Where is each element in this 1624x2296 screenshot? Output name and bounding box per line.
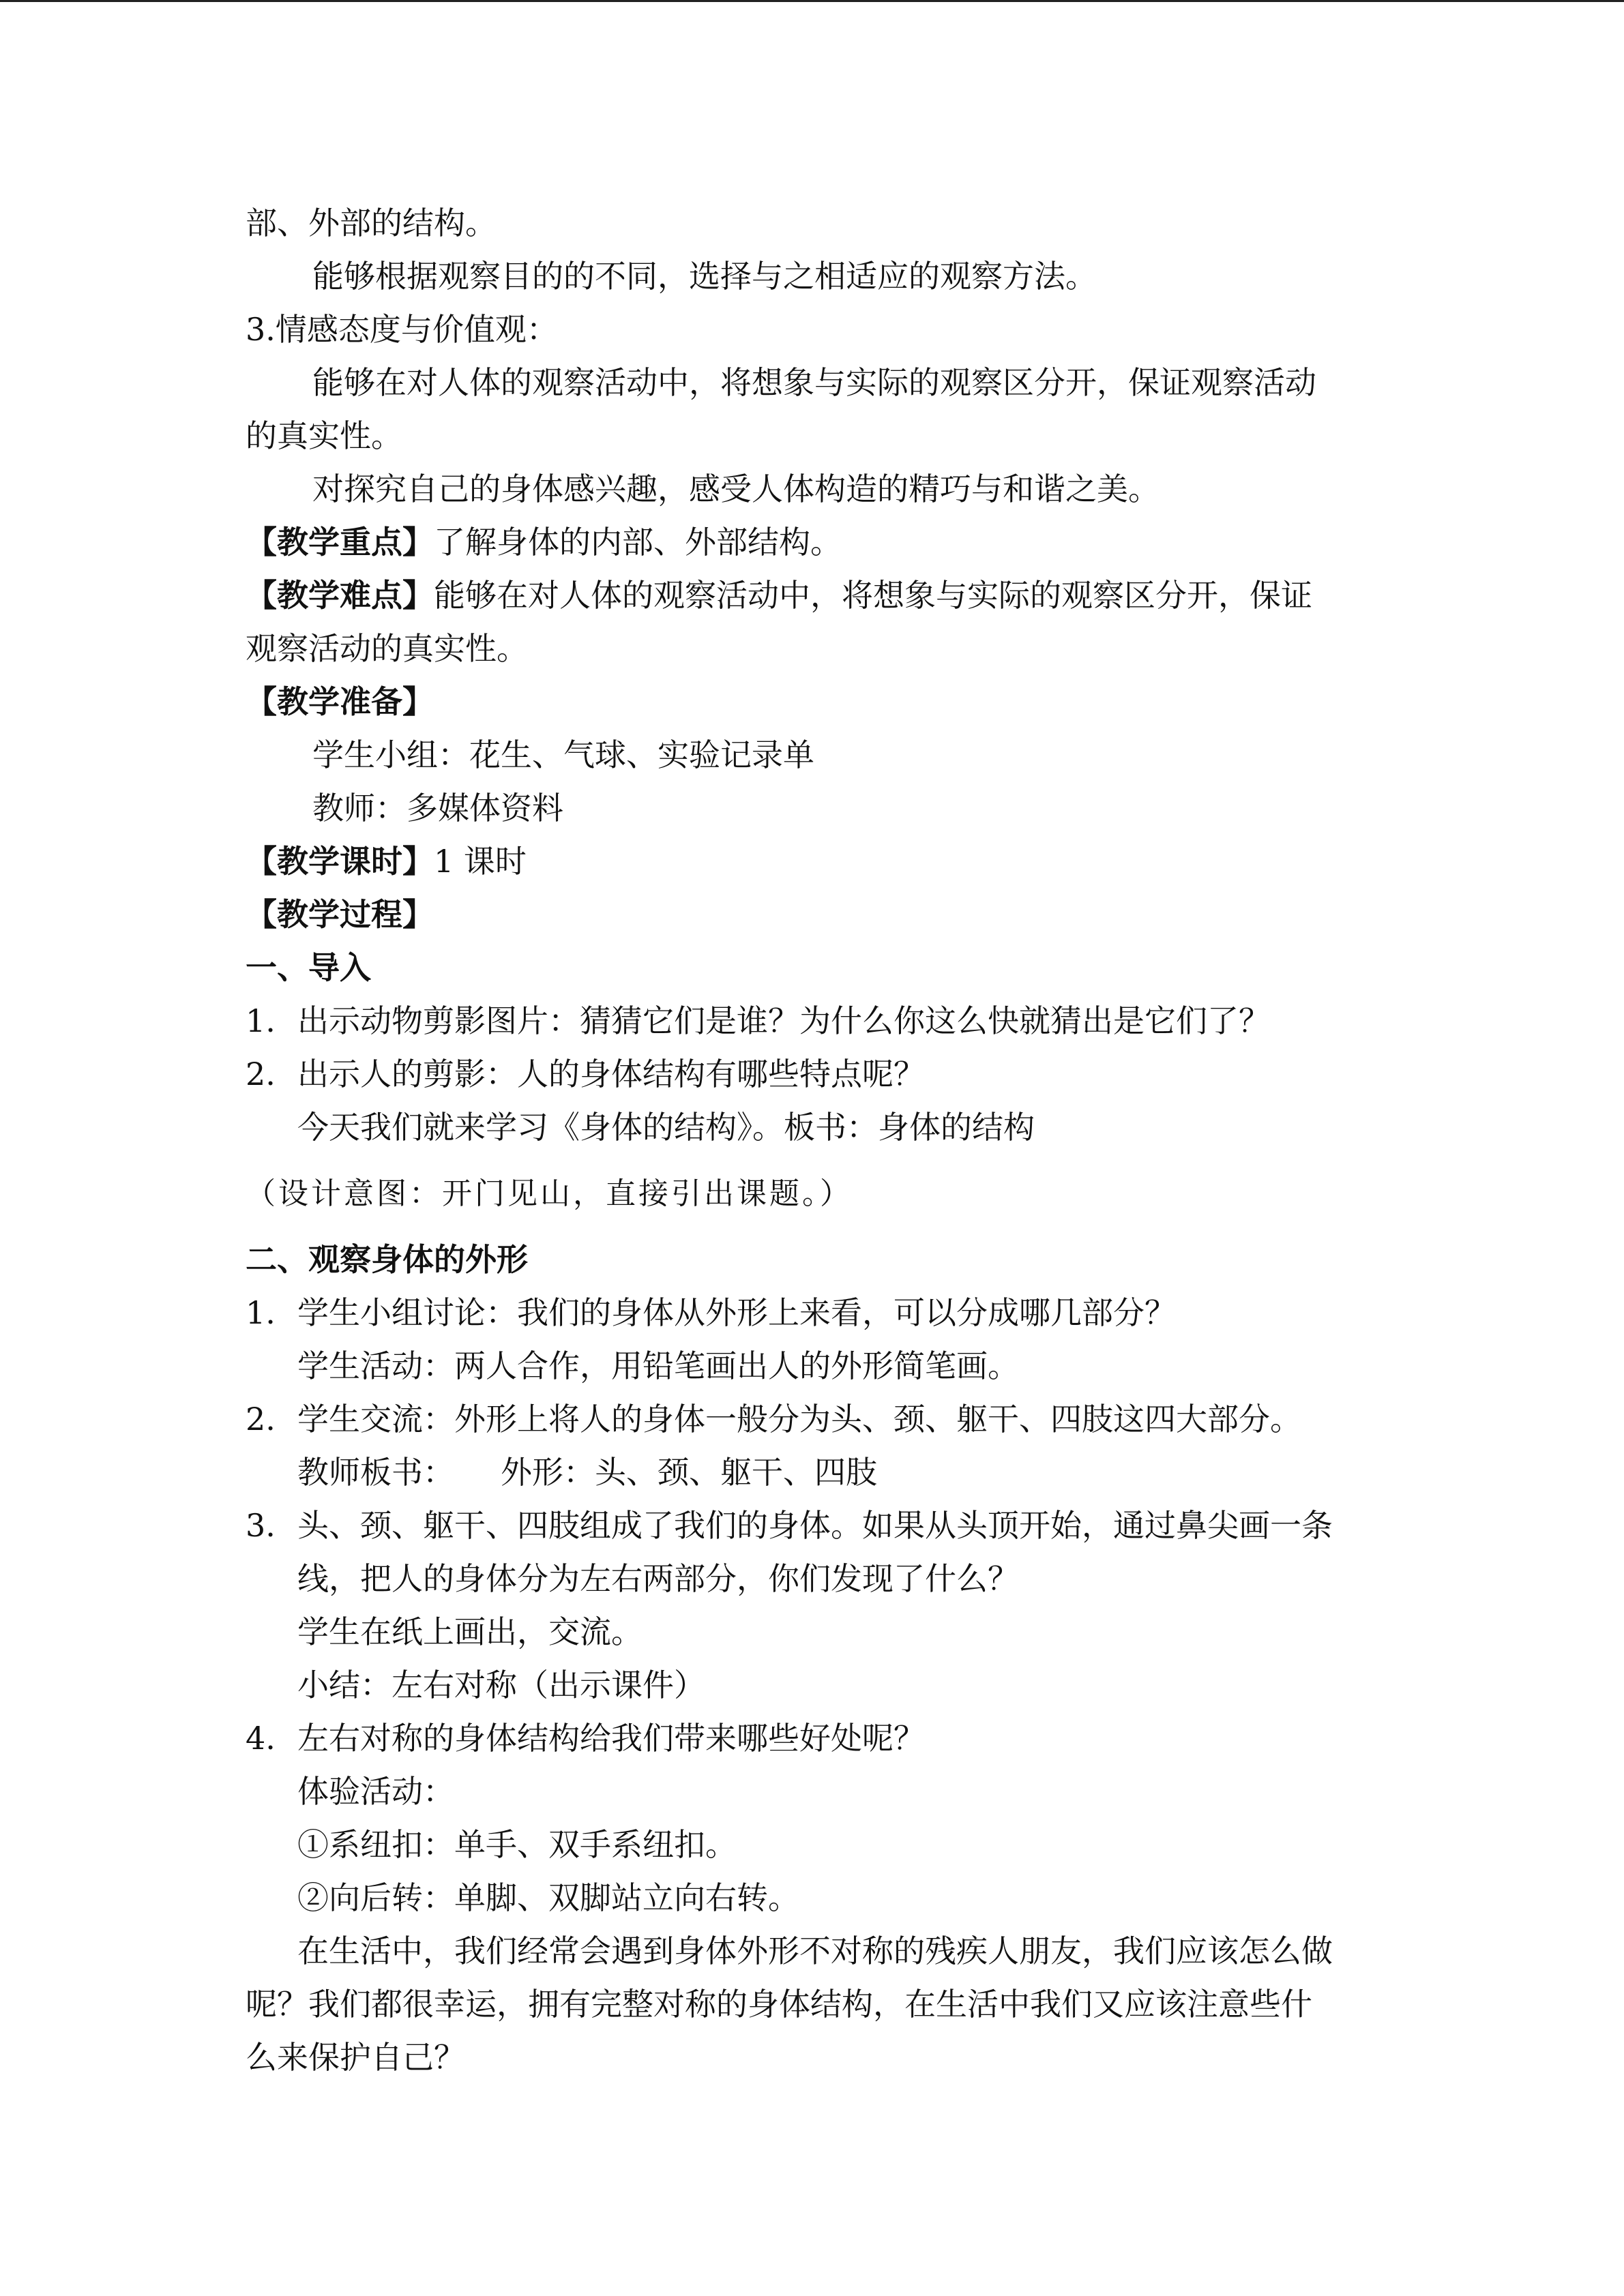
teaching-difficulty-text: 能够在对人体的观察活动中，将想象与实际的观察区分开，保证 <box>434 577 1312 614</box>
prep-item: 学生小组：花生、气球、实验记录单 <box>312 736 814 773</box>
text-line: 学生活动：两人合作，用铅笔画出人的外形简笔画。 <box>297 1347 1019 1384</box>
text-line: 的真实性。 <box>246 417 402 454</box>
list-number: 1. <box>246 1002 276 1039</box>
list-item-text: 出示动物剪影图片：猜猜它们是谁？为什么你这么快就猜出是它们了？ <box>297 1002 1270 1039</box>
document-page <box>246 196 1378 2084</box>
list-item-text: 头、颈、躯干、四肢组成了我们的身体。如果从头顶开始，通过鼻尖画一条 <box>297 1507 1333 1544</box>
text-line: 部、外部的结构。 <box>246 205 497 241</box>
list-number: 2. <box>246 1056 276 1092</box>
teaching-difficulty <box>246 569 1378 622</box>
teaching-hours-text: 1 课时 <box>434 843 527 880</box>
text-line: 能够在对人体的观察活动中，将想象与实际的观察区分开，保证观察活动 <box>312 364 1316 401</box>
paragraph-line: 呢？我们都很幸运，拥有完整对称的身体结构，在生活中我们又应该注意些什 <box>246 1986 1312 2023</box>
text-line: 线，把人的身体分为左右两部分，你们发现了什么？ <box>297 1560 1019 1597</box>
list-number: 4. <box>246 1720 276 1757</box>
list-item <box>246 1712 1378 1765</box>
top-border-line <box>0 0 1624 2</box>
list-item <box>246 1286 1378 1339</box>
list-item <box>246 1499 1378 1552</box>
text-line: 能够根据观察目的的不同，选择与之相适应的观察方法。 <box>312 258 1097 295</box>
paragraph-line: 在生活中，我们经常会遇到身体外形不对称的残疾人朋友，我们应该怎么做 <box>297 1933 1333 1969</box>
spacer <box>246 1221 1378 1233</box>
design-intent-note: （设计意图：开门见山，直接引出课题。） <box>246 1176 853 1211</box>
text-line: 体验活动： <box>297 1773 454 1810</box>
list-item <box>246 1047 1378 1101</box>
text-line: 小结：左右对称（出示课件） <box>297 1667 705 1703</box>
board-writing-label: 教师板书： <box>297 1454 454 1491</box>
list-item <box>246 1392 1378 1446</box>
teaching-focus-label: 【教学重点】 <box>246 524 434 561</box>
prep-item: 教师：多媒体资料 <box>312 790 563 826</box>
teaching-hours <box>246 835 1378 888</box>
list-item-text: 左右对称的身体结构给我们带来哪些好处呢？ <box>297 1720 925 1757</box>
teaching-focus-text: 了解身体的内部、外部结构。 <box>434 524 842 561</box>
section-heading-intro: 一、导入 <box>246 949 371 986</box>
board-writing-text: 外形：头、颈、躯干、四肢 <box>501 1454 877 1491</box>
list-item <box>246 994 1378 1047</box>
list-number: 3. <box>246 1507 276 1544</box>
board-writing <box>246 1446 1378 1499</box>
section-heading-emotion: 3.情感态度与价值观： <box>246 311 558 348</box>
text-line: 观察活动的真实性。 <box>246 630 528 667</box>
list-item-text: 出示人的剪影：人的身体结构有哪些特点呢？ <box>297 1056 925 1092</box>
teaching-hours-label: 【教学课时】 <box>246 843 434 880</box>
list-item-text: 学生交流：外形上将人的身体一般分为头、颈、躯干、四肢这四大部分。 <box>297 1401 1301 1437</box>
text-line: 对探究自己的身体感兴趣，感受人体构造的精巧与和谐之美。 <box>312 471 1160 507</box>
paragraph-line: 么来保护自己？ <box>246 2039 465 2076</box>
teaching-prep-label: 【教学准备】 <box>246 683 434 720</box>
list-number: 2. <box>246 1401 276 1437</box>
text-line: ①系纽扣：单手、双手系纽扣。 <box>297 1826 737 1863</box>
teaching-process-label: 【教学过程】 <box>246 896 434 933</box>
teaching-focus <box>246 516 1378 569</box>
teaching-difficulty-label: 【教学难点】 <box>246 577 434 614</box>
list-number: 1. <box>246 1294 276 1331</box>
text-line: 学生在纸上画出，交流。 <box>297 1613 643 1650</box>
section-heading-appearance: 二、观察身体的外形 <box>246 1241 528 1278</box>
list-item-text: 学生小组讨论：我们的身体从外形上来看，可以分成哪几部分？ <box>297 1294 1176 1331</box>
text-line: 今天我们就来学习《身体的结构》。板书：身体的结构 <box>297 1109 1035 1146</box>
text-line: ②向后转：单脚、双脚站立向右转。 <box>297 1879 799 1916</box>
